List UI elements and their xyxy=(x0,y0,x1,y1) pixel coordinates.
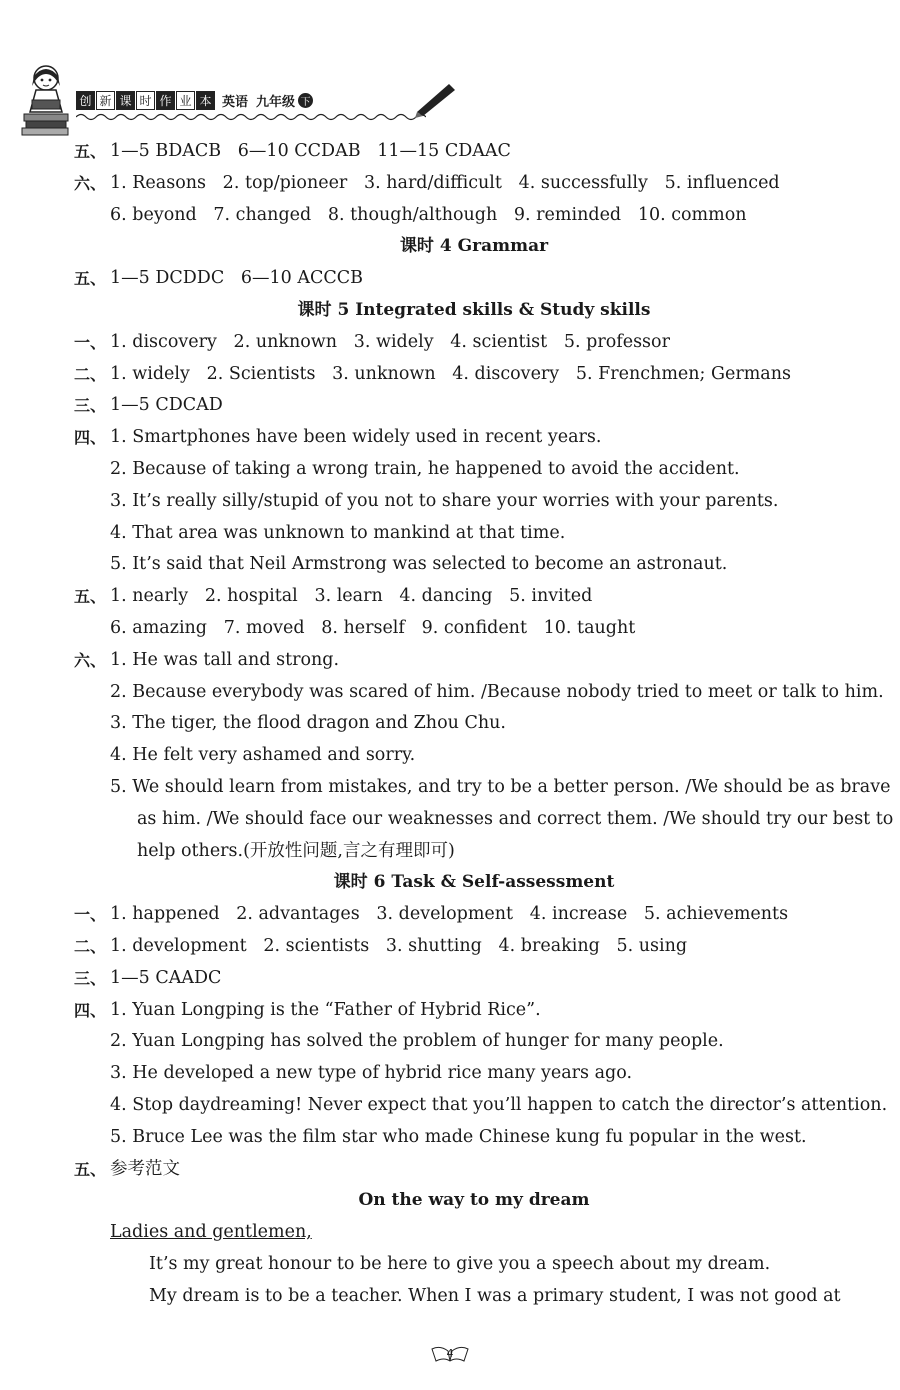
answer-line xyxy=(74,804,894,836)
grade-label: 九年级 xyxy=(256,95,296,110)
section-number: 二、 xyxy=(74,364,107,384)
brand-char: 时 xyxy=(136,91,155,110)
section-number: 五、 xyxy=(74,587,107,607)
answer-line xyxy=(74,136,874,168)
answer-line xyxy=(74,708,874,740)
section-number: 六、 xyxy=(74,173,107,193)
essay-salutation: Ladies and gentlemen, xyxy=(110,1222,312,1243)
wavy-divider-icon xyxy=(76,112,426,122)
page-header xyxy=(18,60,458,140)
brand-char: 作 xyxy=(156,91,175,110)
answer-line xyxy=(74,995,874,1027)
answer-line xyxy=(74,740,874,772)
answer-text: 6. amazing 7. moved 8. herself 9. confident 10. taught xyxy=(110,617,636,638)
answer-text: 4. Stop daydreaming! Never expect that you’ll happen to catch the director’s attention. xyxy=(110,1094,888,1115)
answer-line xyxy=(74,836,874,868)
answer-text: 3. The tiger, the flood dragon and Zhou Chu. xyxy=(110,713,506,734)
answer-line xyxy=(74,327,874,359)
section-number: 三、 xyxy=(74,968,107,988)
answer-line xyxy=(74,772,891,804)
answer-text: 1—5 DCDDC 6—10 ACCCB xyxy=(110,268,364,289)
answer-text: 1. happened 2. advantages 3. development 4. increase 5. achievements xyxy=(110,904,789,925)
answer-line xyxy=(74,263,874,295)
volume-badge: 下 xyxy=(298,93,313,108)
answer-text: 5. We should learn from mistakes, and try to be a better person. /We should be as brave xyxy=(110,776,891,797)
essay-line: My dream is to be a teacher. When I was a primary student, I was not good at xyxy=(149,1285,841,1306)
section-number: 五、 xyxy=(74,269,107,289)
answer-line xyxy=(74,359,874,391)
answer-line xyxy=(74,963,874,995)
answer-line xyxy=(74,549,874,581)
section-heading: On the way to my dream xyxy=(358,1190,590,1211)
answer-text: 1. Reasons 2. top/pioneer 3. hard/difficult 4. successfully 5. influenced xyxy=(110,172,780,193)
answer-text: 2. Because of taking a wrong train, he happened to avoid the accident. xyxy=(110,458,740,479)
answer-line xyxy=(74,486,874,518)
answer-line xyxy=(74,1058,874,1090)
answer-text: 1. Yuan Longping is the “Father of Hybrid Rice”. xyxy=(110,999,541,1020)
page-number xyxy=(430,1343,470,1365)
brand-title xyxy=(76,91,313,110)
answer-text: 1—5 BDACB 6—10 CCDAB 11—15 CDAAC xyxy=(110,141,511,161)
subject-label: 英语 xyxy=(222,95,249,110)
answer-line xyxy=(74,200,874,232)
answer-text: 1. discovery 2. unknown 3. widely 4. scientist 5. professor xyxy=(110,331,670,352)
answer-text: 3. He developed a new type of hybrid rice many years ago. xyxy=(110,1063,633,1084)
answer-line xyxy=(74,613,874,645)
pencil-icon xyxy=(413,78,458,118)
answer-line xyxy=(74,581,874,613)
answer-text: 1. nearly 2. hospital 3. learn 4. dancing 5. invited xyxy=(110,586,593,607)
essay-line: It’s my great honour to be here to give you a speech about my dream. xyxy=(149,1253,771,1274)
answer-line xyxy=(74,899,874,931)
answer-text: 2. Because everybody was scared of him. /Because nobody tried to meet or talk to him. xyxy=(110,681,884,702)
section-number: 五、 xyxy=(74,142,107,161)
answer-line xyxy=(74,931,874,963)
brand-char: 业 xyxy=(176,91,195,110)
section-heading: 课时 6 Task & Self-assessment xyxy=(333,872,615,893)
brand-char: 创 xyxy=(76,91,95,110)
answer-key-content xyxy=(74,136,894,1312)
answer-text: 1. development 2. scientists 3. shutting 4. breaking 5. using xyxy=(110,935,688,956)
answer-line xyxy=(74,168,874,200)
answer-line xyxy=(74,1090,888,1122)
answer-text: 参考范文 xyxy=(110,1158,180,1179)
brand-char: 新 xyxy=(96,91,115,110)
section-number: 二、 xyxy=(74,936,107,956)
section-number: 三、 xyxy=(74,396,107,416)
answer-text: 4. That area was unknown to mankind at that time. xyxy=(110,522,566,543)
answer-text: help others.(开放性问题,言之有理即可) xyxy=(137,840,455,861)
section-heading: 课时 4 Grammar xyxy=(399,236,549,257)
answer-line xyxy=(74,1026,874,1058)
section-number: 一、 xyxy=(74,905,107,925)
section-number: 四、 xyxy=(74,1000,107,1020)
answer-text: 2. Yuan Longping has solved the problem of hunger for many people. xyxy=(110,1031,724,1052)
section-number: 五、 xyxy=(74,1159,107,1179)
page-number-text: 4 xyxy=(446,1347,454,1360)
answer-text: as him. /We should face our weaknesses and correct them. /We should try our best to xyxy=(137,808,894,829)
answer-text: 1. Smartphones have been widely used in recent years. xyxy=(110,427,602,448)
reading-girl-mascot-icon xyxy=(18,60,76,138)
answer-text: 1—5 CDCAD xyxy=(110,395,223,416)
section-number: 一、 xyxy=(74,332,107,352)
answer-text: 4. He felt very ashamed and sorry. xyxy=(110,745,416,766)
answer-line xyxy=(74,422,874,454)
answer-text: 1—5 CAADC xyxy=(110,967,222,988)
answer-text: 3. It’s really silly/stupid of you not to share your worries with your parents. xyxy=(110,490,779,511)
section-number: 四、 xyxy=(74,428,107,448)
answer-line xyxy=(74,518,874,550)
brand-char: 课 xyxy=(116,91,135,110)
answer-line xyxy=(74,1122,874,1154)
answer-text: 1. He was tall and strong. xyxy=(110,649,340,670)
answer-line xyxy=(74,390,874,422)
answer-text: 1. widely 2. Scientists 3. unknown 4. discovery 5. Frenchmen; Germans xyxy=(110,363,791,384)
answer-text: 6. beyond 7. changed 8. though/although 9. reminded 10. common xyxy=(110,204,747,225)
section-heading: 课时 5 Integrated skills & Study skills xyxy=(297,299,651,320)
answer-text: 5. Bruce Lee was the film star who made Chinese kung fu popular in the west. xyxy=(110,1126,807,1147)
answer-line xyxy=(74,1154,874,1186)
essay-line xyxy=(74,1217,874,1249)
section-number: 六、 xyxy=(74,650,107,670)
answer-line xyxy=(74,645,874,677)
answer-line xyxy=(74,677,884,709)
answer-text: 5. It’s said that Neil Armstrong was selected to become an astronaut. xyxy=(110,554,728,575)
brand-char: 本 xyxy=(196,91,215,110)
answer-line xyxy=(74,454,874,486)
